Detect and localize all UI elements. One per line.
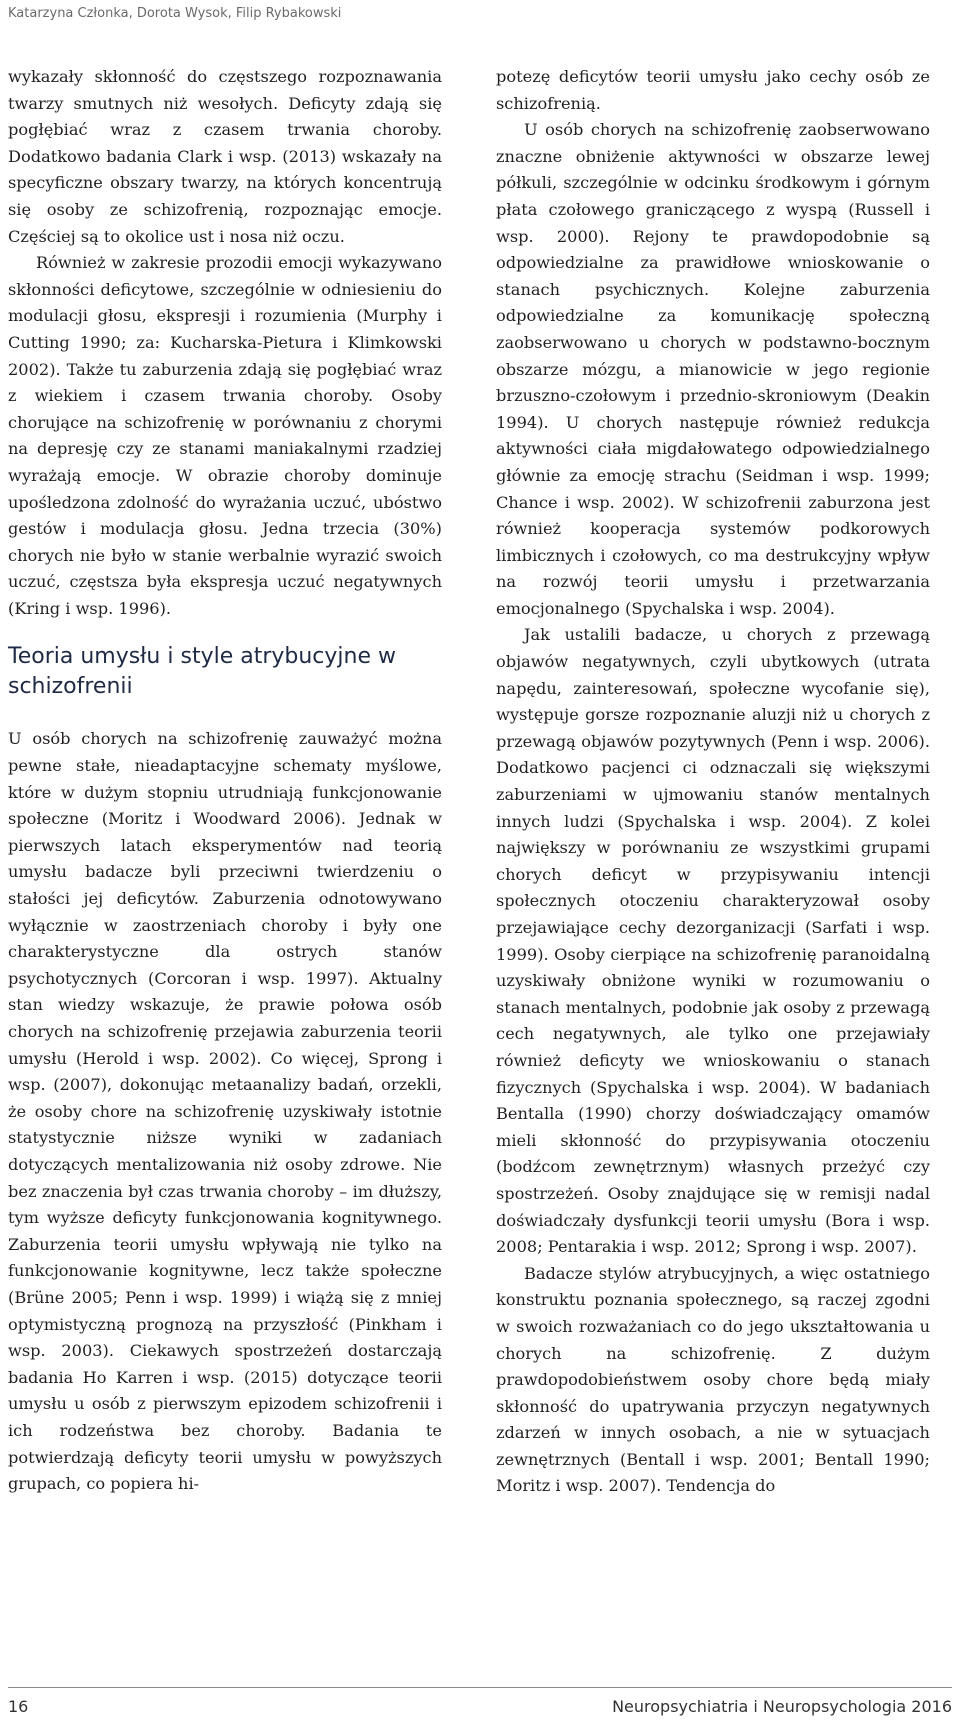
right-column xyxy=(496,64,930,1500)
body-paragraph: Również w zakresie prozodii emocji wykazywano skłonności deficytowe, szczególnie w odniesieniu do modulacji głosu, ekspresji i rozumienia (Murphy i Cutting 1990; za: Kucharska-Pietura i Klimkowski 2002). Także tu zaburzenia zdają się pogłębiać wraz z wiekiem i czasem trwania choroby. Osoby chorujące na schizofrenię w porównaniu z chorymi na depresję czy ze stanami maniakalnymi rzadziej wyrażają emocje. W obrazie choroby dominuje upośledzona zdolność do wyrażania uczuć, ubóstwo gestów i modulacja głosu. Jedna trzecia (30%) chorych nie było w stanie werbalnie wyrazić swoich uczuć, częstsza była ekspresja uczuć negatywnych (Kring i wsp. 1996). xyxy=(8,253,442,618)
left-column xyxy=(8,64,442,1498)
body-paragraph: U osób chorych na schizofrenię zauważyć można pewne stałe, nieadaptacyjne schematy myślowe, które w dużym stopniu utrudniają funkcjonowanie społeczne (Moritz i Woodward 2006). Jednak w pierwszych latach eksperymentów nad teorią umysłu badacze byli przeciwni twierdzeniu o stałości jej deficytów. Zaburzenia odnotowywano wyłącznie w zaostrzeniach choroby i były one charakterystyczne dla ostrych stanów psychotycznych (Corcoran i wsp. 1997). Aktualny stan wiedzy wskazuje, że prawie połowa osób chorych na schizofrenię przejawia zaburzenia teorii umysłu (Herold i wsp. 2002). Co więcej, Sprong i wsp. (2007), dokonując metaanalizy badań, orzekli, że osoby chore na schizofrenię uzyskiwały istotnie statystycznie niższe wyniki w zadaniach dotyczących mentalizowania niż osoby zdrowe. Nie bez znaczenia był czas trwania choroby – im dłuższy, tym wyższe deficyty funkcjonowania kognitywnego. Zaburzenia teorii umysłu wpływają nie tylko na funkcjonowanie kognitywne, lecz także społeczne (Brüne 2005; Penn i wsp. 1999) i wiążą się z mniej optymistyczną prognozą na przyszłość (Pinkham i wsp. 2003). Ciekawych spostrzeżeń dostarczają badania Ho Karren i wsp. (2015) dotyczące teorii umysłu u osób z pierwszym epizodem schizofrenii i ich rodzeństwa bez choroby. Badania te potwierdzają deficyty teorii umysłu w powyższych grupach, co popiera hi- xyxy=(8,729,442,1494)
body-paragraph: potezę deficytów teorii umysłu jako cechy osób ze schizofrenią. xyxy=(496,67,930,113)
page-number: 16 xyxy=(8,1697,29,1716)
body-paragraph: U osób chorych na schizofrenię zaobserwowano znaczne obniżenie aktywności w obszarze lewej półkuli, szczególnie w odcinku środkowym i górnym płata czołowego graniczącego z wyspą (Russell i wsp. 2000). Rejony te prawdopodobnie są odpowiedzialne za prawidłowe wnioskowanie o stanach psychicznych. Kolejne zaburzenia odpowiedzialne za komunikację społeczną zaobserwowano u chorych w podstawno-bocznym obszarze mózgu, a mianowicie w jego regionie brzuszno-czołowym i przednio-skroniowym (Deakin 1994). U chorych następuje również redukcja aktywności ciała migdałowatego odpowiedzialnego głównie za emocję strachu (Seidman i wsp. 1999; Chance i wsp. 2002). W schizofrenii zaburzona jest również kooperacja systemów podkorowych limbicznych i czołowych, co ma destrukcyjny wpływ na rozwój teorii umysłu i przetwarzania emocjonalnego (Spychalska i wsp. 2004). xyxy=(496,120,930,618)
footer-divider xyxy=(8,1687,952,1688)
journal-name: Neuropsychiatria i Neuropsychologia 2016 xyxy=(612,1697,952,1716)
body-paragraph: Badacze stylów atrybucyjnych, a więc ostatniego konstruktu poznania społecznego, są raczej zgodni w swoich rozważaniach co do jego ukształtowania u chorych na schizofrenię. Z dużym prawdopodobieństwem osoby chore będą miały skłonność do upatrywania przyczyn negatywnych zdarzeń w innych osobach, a nie w sytuacjach zewnętrznych (Bentall i wsp. 2001; Bentall 1990; Moritz i wsp. 2007). Tendencja do xyxy=(496,1263,930,1496)
section-heading: Teoria umysłu i style atrybucyjne w schizofrenii xyxy=(8,644,396,700)
running-head-authors: Katarzyna Członka, Dorota Wysok, Filip Rybakowski xyxy=(8,6,342,21)
body-paragraph: Jak ustalili badacze, u chorych z przewagą objawów negatywnych, czyli ubytkowych (utrata napędu, zainteresowań, społeczne wycofanie się), występuje gorsze rozpoznanie aluzji niż u chorych z przewagą objawów pozytywnych (Penn i wsp. 2006). Dodatkowo pacjenci ci odznaczali się większymi zaburzeniami w ujmowaniu stanów mentalnych innych ludzi (Spychalska i wsp. 2004). Z kolei największy w porównaniu ze wszystkimi grupami chorych deficyt w przypisywaniu intencji społecznych otoczeniu charakteryzował osoby przejawiające cechy dezorganizacji (Sarfati i wsp. 1999). Osoby cierpiące na schizofrenię paranoidalną uzyskiwały obniżone wyniki w rozumowaniu o stanach mentalnych, podobnie jak osoby z przewagą cech negatywnych, ale tylko one przejawiały również deficyty we wnioskowaniu o stanach fizycznych (Spychalska i wsp. 2004). W badaniach Bentalla (1990) chorzy doświadczający omamów mieli skłonność do przypisywania otoczeniu (bodźcom zewnętrznym) własnych przeżyć czy spostrzeżeń. Osoby znajdujące się w remisji nadal doświadczały dysfunkcji teorii umysłu (Bora i wsp. 2008; Pentarakia i wsp. 2012; Sprong i wsp. 2007). xyxy=(496,625,930,1257)
body-paragraph: wykazały skłonność do częstszego rozpoznawania twarzy smutnych niż wesołych. Deficyty zdają się pogłębiać wraz z czasem trwania choroby. Dodatkowo badania Clark i wsp. (2013) wskazały na specyficzne obszary twarzy, na których koncentrują się osoby ze schizofrenią, rozpoznając emocje. Częściej są to okolice ust i nosa niż oczu. xyxy=(8,67,442,246)
